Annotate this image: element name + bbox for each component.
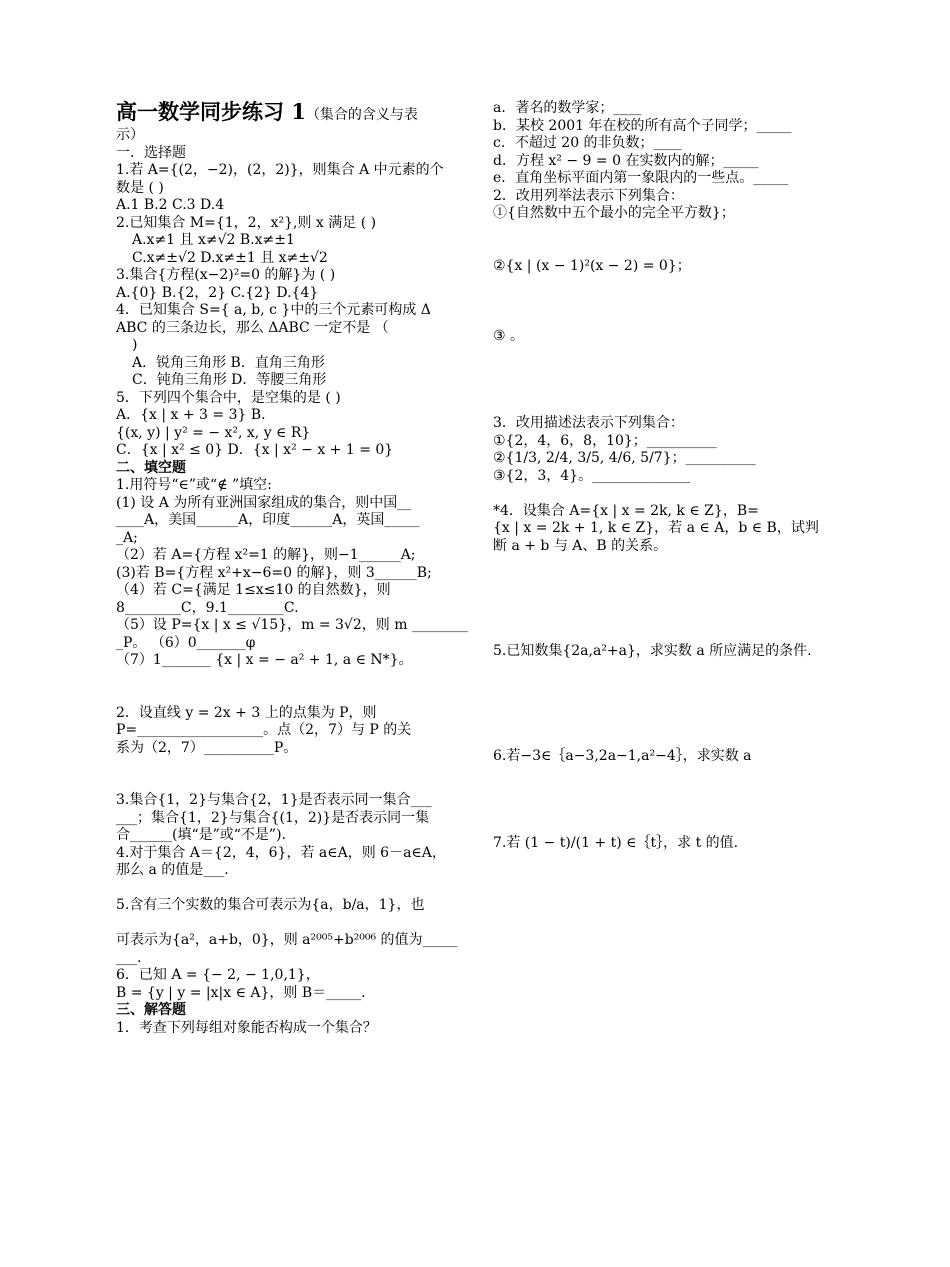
line-text: A．锐角三角形 B．直角三角形 — [132, 354, 325, 371]
text-line — [116, 862, 461, 880]
line-text: 3.集合{方程(x−2)²=0 的解}为 ( ) — [116, 267, 336, 283]
line-text: 5．下列四个集合中，是空集的是 ( ) — [116, 389, 341, 406]
text-line — [116, 250, 461, 268]
text-line — [116, 740, 461, 758]
text-line — [493, 310, 843, 328]
line-text: 6.若−3∈｛a−3,2a−1,a²−4｝，求实数 a — [493, 747, 752, 764]
text-line — [493, 328, 843, 346]
line-text: 6．已知 A = {− 2, − 1,0,1}， — [116, 967, 320, 983]
text-line — [116, 547, 461, 565]
text-line — [116, 127, 461, 145]
text-line — [116, 442, 461, 460]
text-line — [116, 355, 461, 373]
line-text: 2.已知集合 M={1，2，x²},则 x 满足 ( ) — [116, 214, 377, 231]
line-text: 1.若 A={(2，−2)，(2，2)}，则集合 A 中元素的个 — [116, 162, 444, 178]
text-line — [116, 915, 461, 933]
line-text: ②{x | (x − 1)²(x − 2) = 0}； — [493, 257, 691, 274]
text-line — [493, 485, 843, 503]
line-text: 高一数学同步练习 1 — [116, 99, 306, 124]
line-text: 5.已知数集{2a,a²+a}，求实数 a 所应满足的条件. — [493, 642, 812, 659]
text-line — [116, 932, 461, 950]
line-text: *4．设集合 A={x | x = 2k, k ∈ Z}，B= — [493, 502, 759, 519]
text-line — [493, 678, 843, 696]
line-text: (1) 设 A 为所有亚洲国家组成的集合，则中国__ — [116, 494, 412, 511]
text-line — [493, 468, 843, 486]
line-text: C．钝角三角形 D．等腰三角形 — [132, 372, 327, 388]
text-line — [116, 757, 461, 775]
text-line — [493, 538, 843, 556]
line-text: {x | x = 2k + 1, k ∈ Z}，若 a ∈ A，b ∈ B，试判 — [493, 520, 819, 536]
text-line — [493, 818, 843, 836]
text-line — [493, 590, 843, 608]
text-line — [116, 880, 461, 898]
text-line — [116, 180, 461, 198]
line-text: ③{2，3，4}。______________ — [493, 467, 691, 484]
line-text: 三、解答题 — [116, 1002, 186, 1018]
line-text: A.x≠1 且 x≠√2 B.x≠±1 — [132, 232, 295, 248]
text-line — [493, 205, 843, 223]
left-column — [116, 99, 468, 1037]
text-line — [493, 660, 843, 678]
line-text: {(x, y) | y² = − x², x, y ∈ R} — [116, 424, 311, 441]
line-text: （2）若 A={方程 x²=1 的解}，则−1______A; — [116, 547, 416, 563]
line-text: (3)若 B={方程 x²+x−6=0 的解}，则 3______B; — [116, 564, 432, 581]
line-text: 5.含有三个实数的集合可表示为{a，b/a，1}，也 — [116, 897, 425, 913]
line-text: ②{1/3, 2/4, 3/5, 4/6, 5/7}；__________ — [493, 450, 756, 466]
line-text: ①{2，4，6，8，10}；__________ — [493, 432, 717, 449]
line-text: 2．改用列举法表示下列集合： — [493, 187, 684, 204]
line-text: 3．改用描述法表示下列集合： — [493, 415, 684, 431]
text-line — [493, 223, 843, 241]
text-line — [116, 985, 461, 1003]
text-line — [493, 800, 843, 818]
text-line — [116, 652, 461, 670]
line-text: ___；集合{1，2}与集合{(1，2)}是否表示同一集 — [116, 809, 430, 826]
text-line — [116, 600, 461, 618]
text-line — [493, 765, 843, 783]
text-line — [493, 835, 843, 853]
line-text: 4.对于集合 A＝{2，4，6}，若 a∈A，则 6－a∈A， — [116, 844, 446, 861]
text-line — [493, 555, 843, 573]
text-line — [116, 722, 461, 740]
text-line — [116, 285, 461, 303]
line-text: 数是 ( ) — [116, 179, 164, 196]
text-line — [493, 520, 843, 538]
text-line — [116, 775, 461, 793]
text-line — [116, 705, 461, 723]
text-line — [493, 695, 843, 713]
text-line — [116, 320, 461, 338]
line-text: （5）设 P={x | x ≤ √15}，m = 3√2，则 m ________ — [116, 617, 468, 633]
text-line — [493, 275, 843, 293]
text-line — [116, 267, 461, 285]
text-line — [116, 495, 461, 513]
line-text: ABC 的三条边长，那么 ΔABC 一定不是 （ — [116, 319, 389, 336]
text-line — [116, 145, 461, 163]
line-text: 系为（2，7）__________P。 — [116, 739, 298, 756]
text-line — [493, 398, 843, 416]
text-line — [493, 433, 843, 451]
line-text: 可表示为{a²，a+b，0}，则 a²⁰⁰⁵+b²⁰⁰⁶ 的值为_____ — [116, 932, 458, 948]
line-text: ____A，美国______A，印度______A，英国_____ — [116, 512, 420, 528]
line-text: ③ 。 — [493, 327, 525, 344]
text-line — [116, 827, 461, 845]
text-line — [116, 950, 461, 968]
text-line — [116, 897, 461, 915]
text-line — [493, 450, 843, 468]
line-text: A.{0} B.{2，2} C.{2} D.{4} — [116, 284, 319, 301]
line-text: _A; — [116, 529, 138, 546]
line-text: ) — [132, 337, 138, 353]
line-text: A.1 B.2 C.3 D.4 — [116, 197, 225, 213]
line-text: ___. — [116, 949, 142, 966]
text-line — [493, 643, 843, 661]
section-heading — [116, 460, 461, 478]
text-line — [116, 530, 461, 548]
text-line — [493, 258, 843, 276]
text-line — [493, 573, 843, 591]
text-line — [116, 232, 461, 250]
text-line — [116, 565, 461, 583]
text-line — [116, 512, 461, 530]
text-line — [493, 363, 843, 381]
line-text: C．{x | x² ≤ 0} D．{x | x² − x + 1 = 0} — [116, 442, 394, 458]
line-text: e．直角坐标平面内第一象限内的一些点。_____ — [493, 170, 789, 186]
line-text: 1.用符号“∈”或“∉ ”填空: — [116, 477, 272, 493]
text-line — [116, 792, 461, 810]
line-text: B = {y | y = |x|x ∈ A}，则 B＝_____. — [116, 984, 366, 1001]
text-line — [493, 240, 843, 258]
text-line — [493, 118, 843, 136]
text-line — [116, 477, 461, 495]
text-line — [493, 293, 843, 311]
title-subtitle: （集合的含义与表 — [305, 107, 418, 123]
line-text: 7.若 (1 − t)/(1 + t) ∈｛t｝，求 t 的值. — [493, 835, 739, 851]
text-line — [493, 783, 843, 801]
line-text: d．方程 x² − 9 = 0 在实数内的解；_____ — [493, 152, 759, 169]
text-line — [116, 197, 461, 215]
line-text: 那么 a 的值是___. — [116, 862, 229, 878]
text-line — [116, 215, 461, 233]
text-line — [493, 380, 843, 398]
text-line — [116, 337, 461, 355]
text-line — [116, 687, 461, 705]
line-text: 示） — [116, 127, 144, 143]
line-text: P=__________________。点（2，7）与 P 的关 — [116, 722, 412, 738]
text-line — [493, 100, 843, 118]
text-line — [493, 608, 843, 626]
text-line — [116, 967, 461, 985]
line-text: 1．考查下列每组对象能否构成一个集合？ — [116, 1019, 377, 1036]
line-text: c．不超过 20 的非负数；____ — [493, 135, 682, 151]
text-line — [493, 748, 843, 766]
section-heading — [116, 1002, 461, 1020]
text-line — [116, 1020, 461, 1038]
line-text: 8________C，9.1________C. — [116, 599, 299, 616]
text-line — [493, 503, 843, 521]
text-line — [116, 302, 461, 320]
text-line — [116, 810, 461, 828]
text-line — [116, 407, 461, 425]
text-line — [116, 372, 461, 390]
line-text: 一．选择题 — [116, 144, 186, 161]
text-line — [493, 345, 843, 363]
line-text: ①{自然数中五个最小的完全平方数}； — [493, 205, 735, 221]
right-column — [493, 100, 843, 853]
page-title — [116, 100, 461, 127]
line-text: a．著名的数学家；____ — [493, 100, 642, 116]
text-line — [116, 617, 468, 635]
line-text: 二、填空题 — [116, 459, 186, 476]
line-text: 断 a + b 与 A、B 的关系。 — [493, 537, 668, 554]
line-text: 合______(填“是”或“不是”). — [116, 827, 287, 843]
line-text: 2．设直线 y = 2x + 3 上的点集为 P，则 — [116, 704, 377, 721]
text-line — [116, 582, 461, 600]
text-line — [116, 635, 461, 653]
line-text: A．{x | x + 3 = 3} B． — [116, 407, 276, 423]
text-line — [116, 425, 461, 443]
line-text: （7）1_______ {x | x = − a² + 1, a ∈ N*}。 — [116, 652, 413, 668]
text-line — [493, 625, 843, 643]
text-line — [493, 170, 843, 188]
line-text: （4）若 C={满足 1≤x≤10 的自然数}，则 — [116, 582, 391, 598]
line-text: C.x≠±√2 D.x≠±1 且 x≠±√2 — [132, 249, 328, 266]
text-line — [493, 135, 843, 153]
text-line — [116, 390, 461, 408]
line-text: 3.集合{1，2}与集合{2，1}是否表示同一集合___ — [116, 792, 432, 808]
text-line — [116, 845, 461, 863]
line-text: 4．已知集合 S={ a, b, c }中的三个元素可构成 Δ — [116, 302, 431, 318]
text-line — [493, 153, 843, 171]
text-line — [493, 730, 843, 748]
text-line — [493, 713, 843, 731]
line-text: _P。 （6）0_______φ — [116, 634, 256, 651]
text-line — [493, 188, 843, 206]
text-line — [493, 415, 843, 433]
text-line — [116, 162, 461, 180]
text-line — [116, 670, 461, 688]
line-text: b．某校 2001 年在校的所有高个子同学；_____ — [493, 117, 792, 134]
